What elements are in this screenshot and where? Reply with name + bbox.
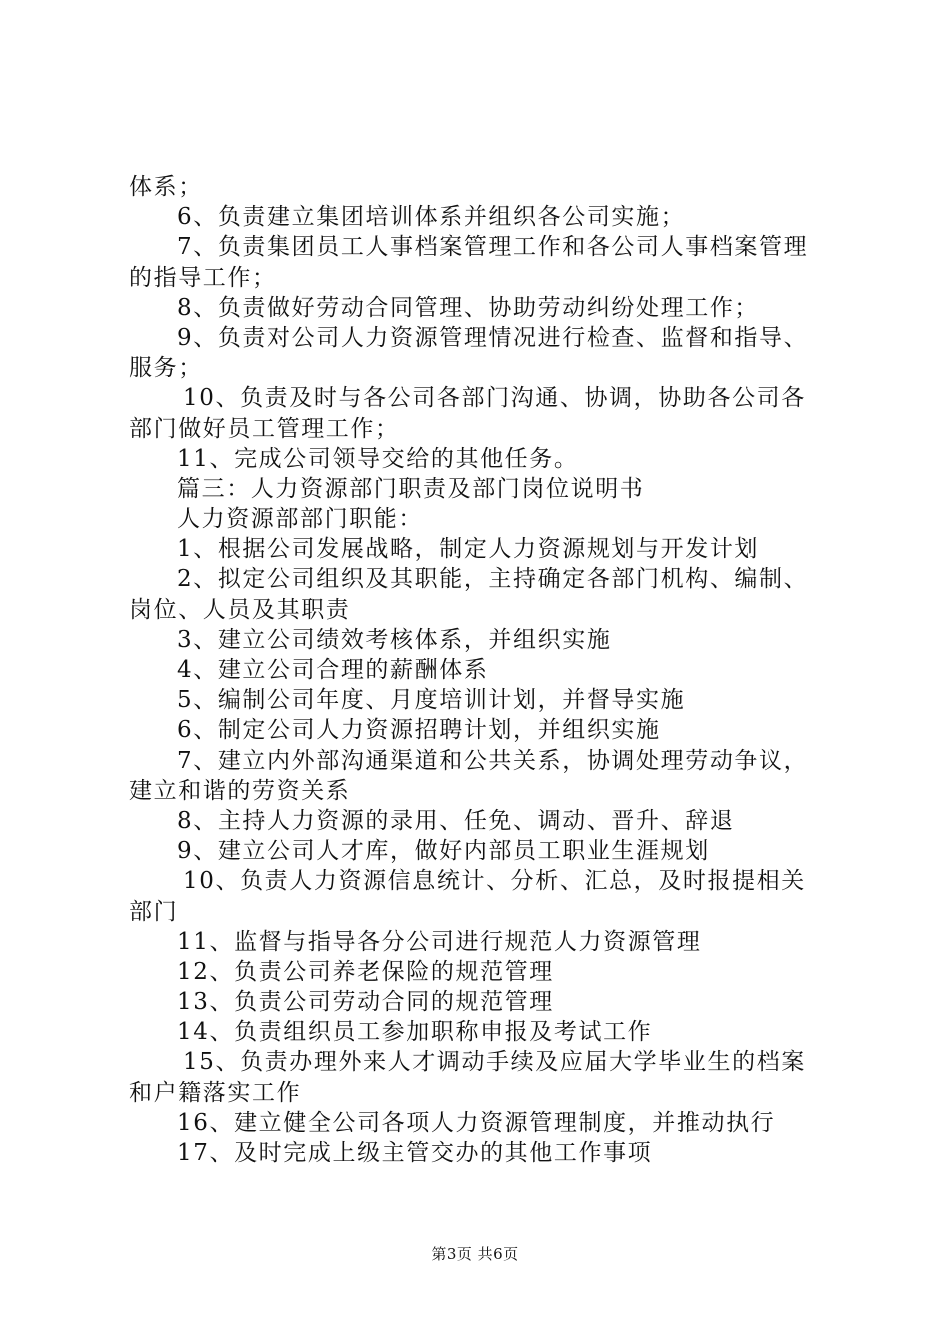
text-line: 10、负责人力资源信息统计、分析、汇总，及时报提相关 — [183, 868, 806, 895]
text-line: 篇三：人力资源部门职责及部门岗位说明书 — [177, 475, 645, 502]
text-line: 5、编制公司年度、月度培训计划，并督导实施 — [177, 687, 686, 714]
document-body — [129, 172, 834, 1168]
text-line: 人力资源部部门职能： — [177, 506, 423, 533]
text-line: 13、负责公司劳动合同的规范管理 — [177, 989, 554, 1016]
text-line: 2、拟定公司组织及其职能，主持确定各部门机构、编制、 — [177, 566, 809, 593]
text-line: 1、根据公司发展战略，制定人力资源规划与开发计划 — [177, 536, 760, 563]
text-line: 7、建立内外部沟通渠道和公共关系，协调处理劳动争议， — [177, 747, 809, 774]
text-line: 部门做好员工管理工作； — [129, 415, 400, 442]
text-line: 12、负责公司养老保险的规范管理 — [177, 958, 554, 985]
text-line: 15、负责办理外来人才调动手续及应届大学毕业生的档案 — [183, 1049, 806, 1076]
text-line: 17、及时完成上级主管交办的其他工作事项 — [177, 1140, 653, 1166]
text-line: 的指导工作； — [129, 264, 277, 291]
page-footer: 第3页 共6页 — [431, 1245, 519, 1263]
text-line: 11、完成公司领导交给的其他任务。 — [177, 445, 579, 472]
text-line: 服务； — [129, 355, 203, 382]
text-line: 岗位、人员及其职责 — [129, 596, 351, 623]
text-line: 11、监督与指导各分公司进行规范人力资源管理 — [177, 928, 702, 955]
text-line: 建立和谐的劳资关系 — [129, 777, 351, 804]
text-line: 16、建立健全公司各项人力资源管理制度，并推动执行 — [177, 1109, 776, 1136]
text-line: 14、负责组织员工参加职称申报及考试工作 — [177, 1019, 653, 1046]
text-line: 8、负责做好劳动合同管理、协助劳动纠纷处理工作； — [177, 294, 760, 321]
text-line: 4、建立公司合理的薪酬体系 — [177, 657, 489, 683]
text-line: 和户籍落实工作 — [129, 1079, 302, 1106]
text-line: 3、建立公司绩效考核体系，并组织实施 — [177, 626, 612, 653]
text-line: 10、负责及时与各公司各部门沟通、协调，协助各公司各 — [183, 385, 806, 412]
text-line: 6、制定公司人力资源招聘计划，并组织实施 — [177, 717, 661, 744]
text-line: 9、建立公司人才库，做好内部员工职业生涯规划 — [177, 838, 710, 865]
text-line: 7、负责集团员工人事档案管理工作和各公司人事档案管理 — [177, 234, 809, 261]
text-line: 体系； — [129, 174, 203, 200]
text-line: 8、主持人力资源的录用、任免、调动、晋升、辞退 — [177, 807, 735, 834]
text-line: 部门 — [129, 898, 179, 925]
text-line: 6、负责建立集团培训体系并组织各公司实施； — [177, 204, 686, 231]
text-line: 9、负责对公司人力资源管理情况进行检查、监督和指导、 — [177, 324, 809, 351]
